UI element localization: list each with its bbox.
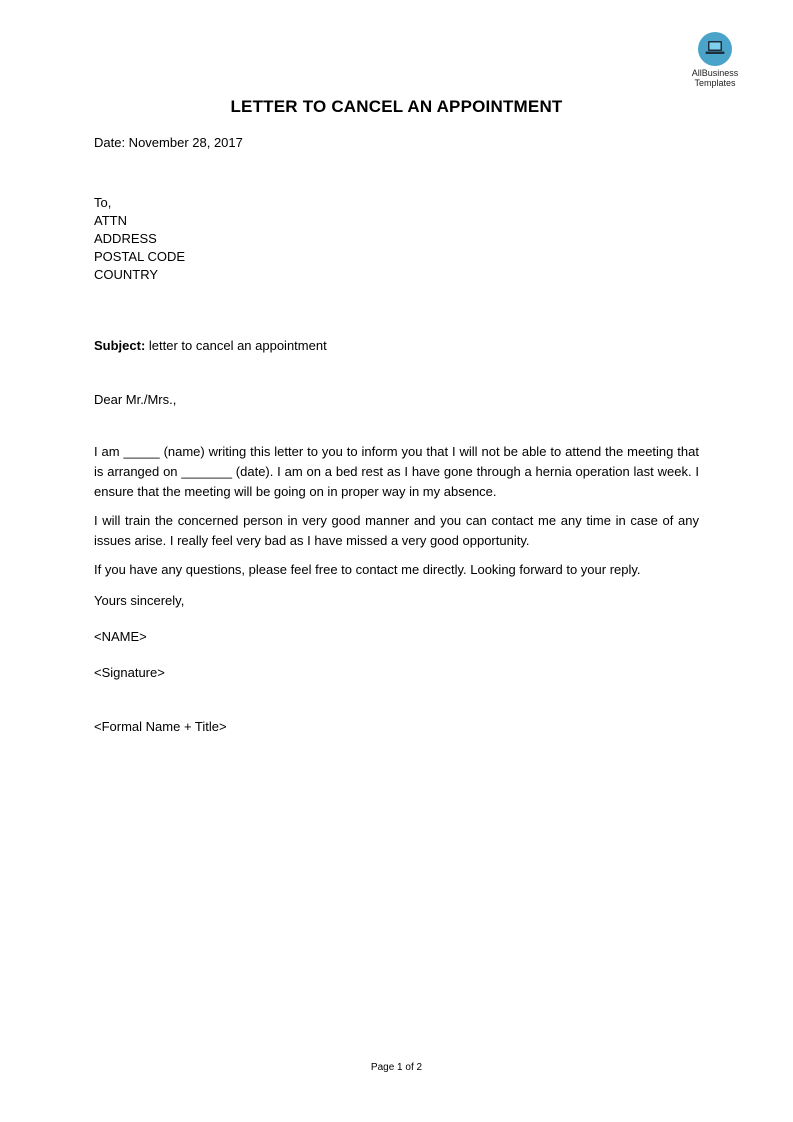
address-postal-code: POSTAL CODE (94, 249, 186, 264)
page-number: Page 1 of 2 (370, 1062, 423, 1073)
subject-label: Subject: (94, 338, 146, 353)
closing: Yours sincerely, (94, 593, 185, 608)
address-country: COUNTRY (94, 267, 159, 282)
letter-title: LETTER TO CANCEL AN APPOINTMENT (230, 97, 563, 116)
logo-text-line2: Templates (694, 78, 736, 88)
salutation: Dear Mr./Mrs., (94, 392, 177, 407)
address-to: To, (94, 195, 112, 210)
allbusiness-logo (684, 32, 746, 88)
formal-name-placeholder: <Formal Name + Title> (94, 719, 227, 734)
logo-text-line1: AllBusiness (691, 68, 739, 78)
body-paragraph-1: I am _____ (name) writing this letter to you to inform you that I will not be able to attend the meeting that is arranged on _______ (date). I am on a bed rest as I have gone through a hernia operation last week. I ensure that the meeting will be going on in proper way in my absence. (94, 444, 699, 499)
body-paragraph-2: I will train the concerned person in very good manner and you can contact me any time in case of any issues arise. I really feel very bad as I have missed a very good opportunity. (94, 513, 699, 548)
address-line: ADDRESS (94, 231, 157, 246)
subject-text: letter to cancel an appointment (145, 338, 327, 353)
subject-line (94, 337, 327, 355)
address-attn: ATTN (94, 213, 127, 228)
signature-placeholder: <Signature> (94, 665, 165, 680)
name-placeholder: <NAME> (94, 629, 147, 644)
body-paragraph-3: If you have any questions, please feel free to contact me directly. Looking forward to your reply. (94, 562, 641, 577)
letter-date: Date: November 28, 2017 (94, 135, 243, 150)
laptop-icon (698, 32, 732, 66)
